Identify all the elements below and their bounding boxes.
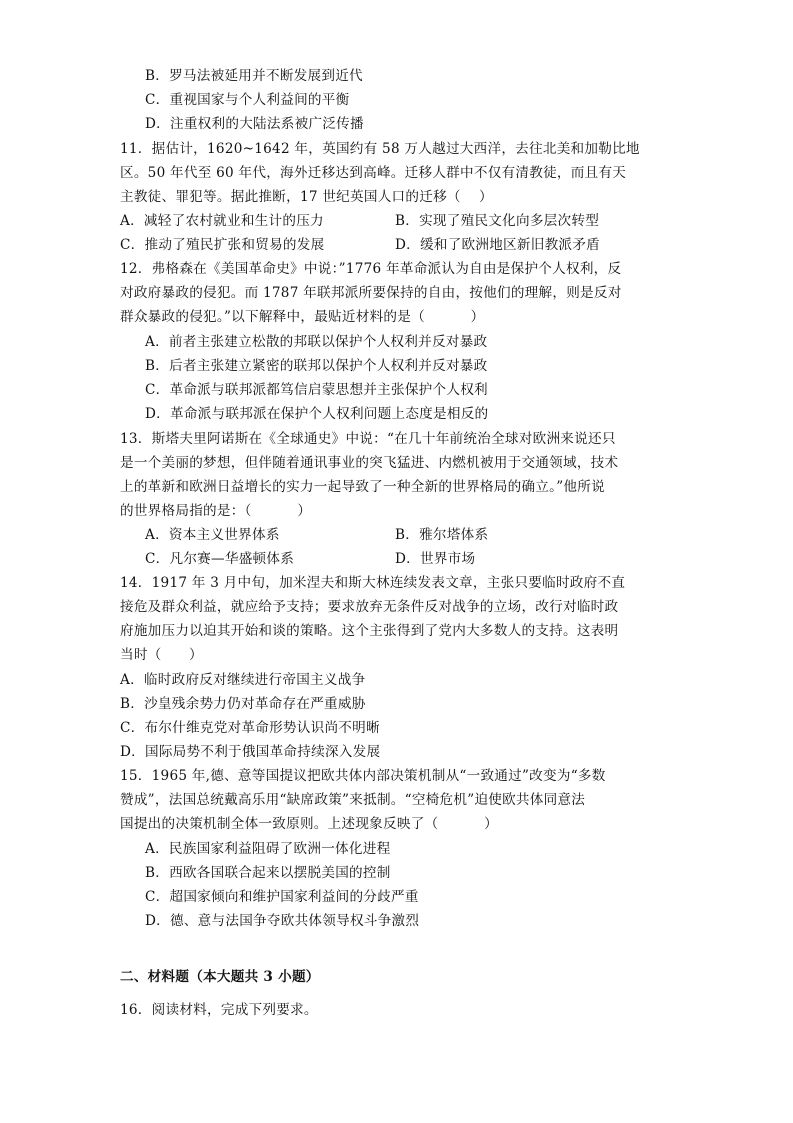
q10-option-c: C．重视国家与个人利益间的平衡 [145, 92, 350, 108]
q14-stem-line-4: 当时（ ） [120, 647, 203, 663]
q13-option-c: C．凡尔赛—华盛顿体系 [145, 551, 295, 567]
q15-option-d: D．德、意与法国争夺欧共体领导权斗争激烈 [145, 913, 420, 929]
q11-stem-line-2: 区。50 年代至 60 年代，海外迁移达到高峰。迁移人群中不仅有清教徒，而且有天 [120, 165, 627, 181]
q11-option-c: C．推动了殖民扩张和贸易的发展 [120, 237, 325, 253]
q12-stem-line-2: 对政府暴政的侵犯。而 1787 年联邦派所要保持的自由，按他们的理解，则是反对 [120, 285, 622, 301]
q12-stem-line-1: 12．弗格森在《美国革命史》中说：”1776 年革命派认为自由是保护个人权利，反 [120, 261, 622, 277]
q12-option-a: A．前者主张建立松散的邦联以保护个人权利并反对暴政 [145, 334, 488, 350]
q15-stem-line-3: 国提出的决策机制全体一致原则。上述现象反映了（ ） [120, 816, 498, 832]
q15-option-b: B．西欧各国联合起来以摆脱美国的控制 [145, 865, 391, 881]
q13-stem-line-1: 13．斯塔夫里阿诺斯在《全球通史》中说：“在几十年前统治全球对欧洲来说还只 [120, 431, 616, 447]
q11-stem-line-1: 11．据估计，1620~1642 年，英国约有 58 万人越过大西洋，去往北美和加勒比地 [120, 141, 640, 157]
q14-option-c: C．布尔什维克党对革命形势认识尚不明晰 [120, 720, 380, 736]
q13-option-b: B．雅尔塔体系 [395, 527, 489, 543]
q12-option-b: B．后者主张建立紧密的联邦以保护个人权利并反对暴政 [145, 358, 488, 374]
q13-stem-line-4: 的世界格局指的是：（ ） [120, 503, 312, 519]
q15-option-c: C．超国家倾向和维护国家利益间的分歧严重 [145, 889, 419, 905]
q14-option-a: A．临时政府反对继续进行帝国主义战争 [120, 672, 366, 688]
q13-stem-line-2: 是一个美丽的梦想，但伴随着通讯事业的突飞猛进、内燃机被用于交通领域，技术 [120, 455, 619, 471]
q10-option-b: B．罗马法被延用并不断发展到近代 [145, 68, 363, 84]
q12-option-d: D．革命派与联邦派在保护个人权利问题上态度是相反的 [145, 406, 489, 422]
section-heading: 二、材料题（本大题共 3 小题） [120, 969, 320, 985]
q12-stem-line-3: 群众暴政的侵犯。”以下解释中，最贴近材料的是（ ） [120, 309, 485, 325]
q12-option-c: C．革命派与联邦派都笃信启蒙思想并主张保护个人权利 [145, 382, 488, 398]
q13-option-d: D．世界市场 [395, 551, 476, 567]
q11-option-d: D．缓和了欧洲地区新旧教派矛盾 [395, 237, 600, 253]
q15-option-a: A．民族国家利益阻碍了欧洲一体化进程 [145, 841, 391, 857]
q14-option-d: D．国际局势不利于俄国革命持续深入发展 [120, 744, 381, 760]
q14-stem-line-1: 14．1917 年 3 月中旬，加米涅夫和斯大林连续发表文章，主张只要临时政府不直 [120, 575, 626, 591]
q11-option-a: A．减轻了农村就业和生计的压力 [120, 213, 324, 229]
q10-option-d: D．注重权利的大陆法系被广泛传播 [145, 116, 364, 132]
q15-stem-line-2: 赞成”，法国总统戴高乐用“缺席政策”来抵制。“空椅危机”迫使欧共体同意法 [120, 792, 586, 808]
q16-stem: 16．阅读材料，完成下列要求。 [120, 1002, 318, 1018]
q13-option-a: A．资本主义世界体系 [145, 527, 280, 543]
q15-stem-line-1: 15．1965 年,德、意等国提议把欧共体内部决策机制从“一致通过”改变为“多数 [120, 768, 606, 784]
q14-option-b: B．沙皇残余势力仍对革命存在严重威胁 [120, 696, 366, 712]
q14-stem-line-2: 接危及群众利益，就应给予支持；要求放弃无条件反对战争的立场，改行对临时政 [120, 599, 619, 615]
q13-stem-line-3: 上的革新和欧洲日益增长的实力一起导致了一种全新的世界格局的确立。”他所说 [120, 479, 605, 495]
q11-option-b: B．实现了殖民文化向多层次转型 [395, 213, 600, 229]
q14-stem-line-3: 府施加压力以迫其开始和谈的策略。这个主张得到了党内大多数人的支持。这表明 [120, 623, 619, 639]
q11-stem-line-3: 主教徒、罪犯等。据此推断，17 世纪英国人口的迁移（ ） [120, 189, 493, 205]
